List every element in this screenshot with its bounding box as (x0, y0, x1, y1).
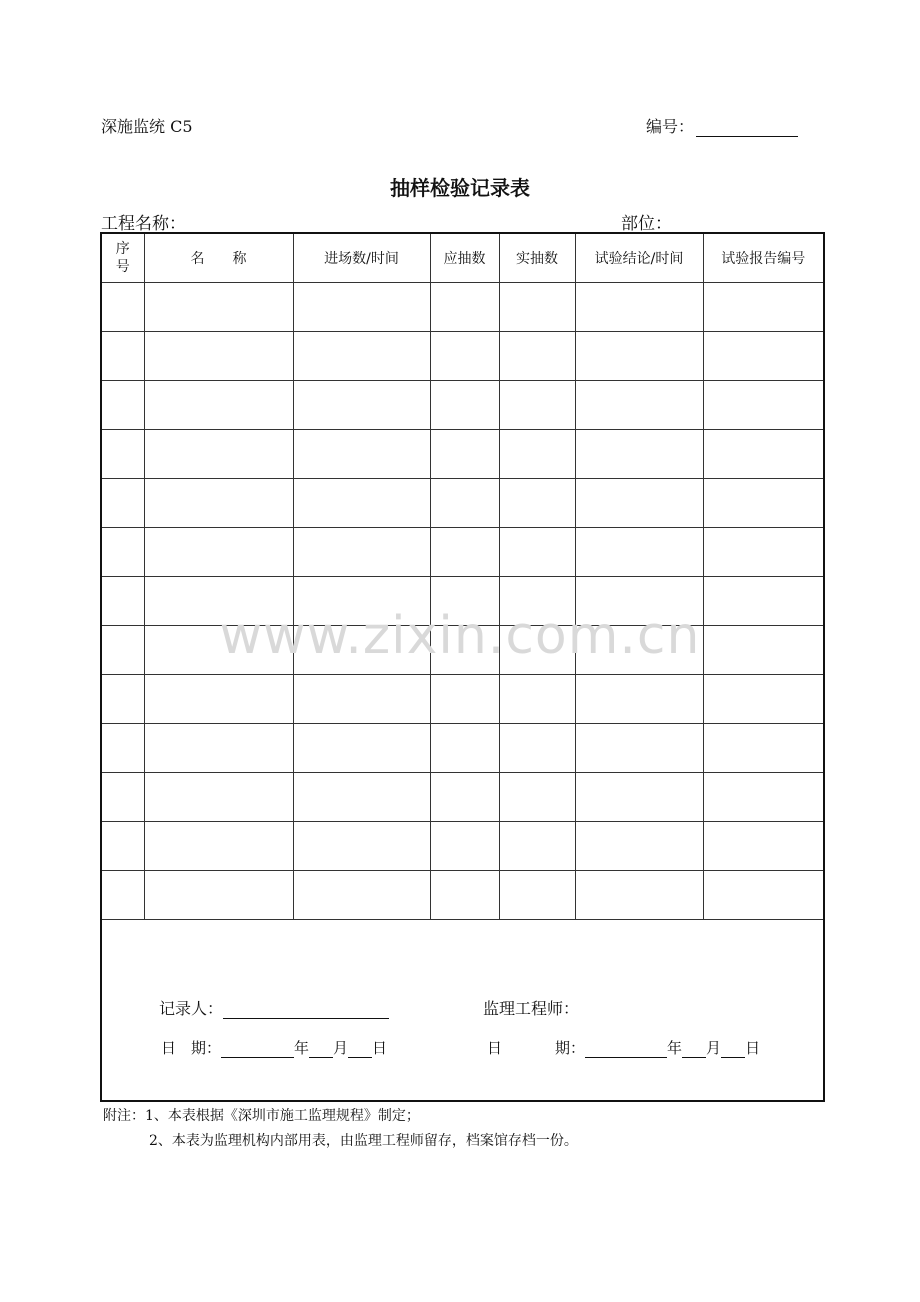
table-cell[interactable] (575, 332, 703, 381)
form-code: 深施监统 C5 (101, 117, 193, 136)
table-cell[interactable] (703, 822, 823, 871)
table-cell[interactable] (430, 871, 499, 920)
day-label: 日 (745, 1039, 761, 1057)
table-cell[interactable] (499, 381, 575, 430)
supervisor-day-field[interactable] (721, 1039, 745, 1058)
watermark: www.zixin.com.cn (219, 606, 701, 666)
table-cell[interactable] (703, 479, 823, 528)
table-cell[interactable] (293, 871, 430, 920)
column-header-report-number: 试验报告编号 (703, 234, 823, 283)
table-cell[interactable] (293, 332, 430, 381)
table-row (102, 381, 823, 430)
table-cell[interactable] (703, 871, 823, 920)
table-cell[interactable] (144, 528, 293, 577)
table-cell[interactable] (575, 381, 703, 430)
supervisor-signature (483, 996, 579, 1019)
year-label: 年 (667, 1039, 683, 1057)
supervisor-month-field[interactable] (682, 1039, 706, 1058)
recorder-month-field[interactable] (309, 1039, 333, 1058)
date-right-label-b: 期： (555, 1039, 586, 1057)
table-cell[interactable] (499, 528, 575, 577)
table-cell[interactable] (102, 822, 144, 871)
table-cell[interactable] (102, 871, 144, 920)
table-cell[interactable] (144, 479, 293, 528)
date-left-label: 日 期： (161, 1039, 222, 1057)
table-cell[interactable] (430, 381, 499, 430)
table-cell[interactable] (430, 430, 499, 479)
year-label: 年 (294, 1039, 310, 1057)
project-name-label: 工程名称： (101, 214, 186, 234)
form-number-field[interactable] (696, 118, 798, 137)
table-cell[interactable] (499, 283, 575, 332)
recorder-year-field[interactable] (221, 1039, 294, 1058)
table-cell[interactable] (102, 773, 144, 822)
table-cell[interactable] (102, 283, 144, 332)
table-cell[interactable] (703, 773, 823, 822)
table-row (102, 283, 823, 332)
table-cell[interactable] (102, 528, 144, 577)
table-row (102, 724, 823, 773)
table-cell[interactable] (430, 479, 499, 528)
table-cell[interactable] (430, 822, 499, 871)
month-label: 月 (706, 1039, 722, 1057)
seq-char-1: 序 (115, 241, 130, 257)
table-header-row (102, 234, 823, 283)
column-header-actual-samples: 实抽数 (499, 234, 575, 283)
table-cell[interactable] (144, 822, 293, 871)
location-label: 部位： (621, 214, 672, 234)
table-cell[interactable] (499, 675, 575, 724)
seq-char-2: 号 (115, 259, 130, 275)
table-cell[interactable] (430, 675, 499, 724)
day-label: 日 (372, 1039, 388, 1057)
table-cell[interactable] (575, 773, 703, 822)
table-row (102, 871, 823, 920)
table-cell[interactable] (575, 724, 703, 773)
table-row (102, 822, 823, 871)
table-cell[interactable] (144, 724, 293, 773)
form-number-label: 编号： (646, 117, 695, 136)
supervisor-label: 监理工程师： (483, 999, 580, 1018)
table-cell[interactable] (293, 724, 430, 773)
table-cell[interactable] (575, 479, 703, 528)
table-cell[interactable] (144, 283, 293, 332)
table-cell[interactable] (144, 430, 293, 479)
table-cell[interactable] (102, 724, 144, 773)
table-cell[interactable] (144, 871, 293, 920)
table-cell[interactable] (293, 773, 430, 822)
column-header-name: 名 称 (144, 234, 293, 283)
table-cell[interactable] (293, 479, 430, 528)
table-row (102, 528, 823, 577)
column-header-test-result: 试验结论/时间 (575, 234, 703, 283)
table-row (102, 773, 823, 822)
table-cell[interactable] (144, 773, 293, 822)
table-cell[interactable] (144, 381, 293, 430)
note-line-1: 附注：1、本表根据《深圳市施工监理规程》制定； (103, 1108, 420, 1124)
table-cell[interactable] (102, 430, 144, 479)
supervisor-date (487, 1037, 760, 1058)
table-cell[interactable] (430, 332, 499, 381)
table-cell[interactable] (144, 332, 293, 381)
table-cell[interactable] (703, 332, 823, 381)
month-label: 月 (333, 1039, 349, 1057)
column-header-arrival: 进场数/时间 (293, 234, 430, 283)
table-cell[interactable] (499, 724, 575, 773)
table-cell[interactable] (293, 822, 430, 871)
table-cell[interactable] (575, 822, 703, 871)
table-cell[interactable] (430, 773, 499, 822)
supervisor-year-field[interactable] (585, 1039, 667, 1058)
table-cell[interactable] (102, 332, 144, 381)
record-form (100, 232, 825, 1102)
table-cell[interactable] (293, 528, 430, 577)
table-cell[interactable] (575, 675, 703, 724)
table-cell[interactable] (499, 332, 575, 381)
note-line-2: 2、本表为监理机构内部用表，由监理工程师留存，档案馆存档一份。 (149, 1133, 578, 1149)
table-cell[interactable] (499, 871, 575, 920)
table-cell[interactable] (499, 479, 575, 528)
table-row (102, 479, 823, 528)
table-cell[interactable] (293, 283, 430, 332)
table-cell[interactable] (144, 675, 293, 724)
table-cell[interactable] (102, 675, 144, 724)
table-cell[interactable] (703, 675, 823, 724)
recorder-signature (159, 996, 389, 1019)
table-cell[interactable] (575, 528, 703, 577)
table-cell[interactable] (575, 283, 703, 332)
table-cell[interactable] (575, 871, 703, 920)
recorder-day-field[interactable] (348, 1039, 372, 1058)
table-cell[interactable] (102, 381, 144, 430)
inspection-table (102, 234, 823, 920)
table-cell[interactable] (102, 479, 144, 528)
table-row (102, 675, 823, 724)
table-cell[interactable] (575, 430, 703, 479)
table-cell[interactable] (703, 528, 823, 577)
column-header-seq (102, 234, 144, 283)
table-cell[interactable] (293, 675, 430, 724)
page-title: 抽样检验记录表 (390, 176, 530, 200)
recorder-field[interactable] (223, 1000, 389, 1019)
recorder-date (161, 1037, 387, 1058)
notes (103, 1104, 578, 1154)
table-cell[interactable] (499, 822, 575, 871)
date-right-label-a: 日 (487, 1039, 503, 1057)
table-cell[interactable] (293, 430, 430, 479)
table-cell[interactable] (703, 381, 823, 430)
recorder-label: 记录人： (159, 999, 224, 1018)
table-cell[interactable] (430, 528, 499, 577)
table-cell[interactable] (499, 773, 575, 822)
table-row (102, 430, 823, 479)
column-header-required-samples: 应抽数 (430, 234, 499, 283)
table-cell[interactable] (703, 283, 823, 332)
table-row (102, 332, 823, 381)
table-cell[interactable] (430, 283, 499, 332)
table-cell[interactable] (703, 430, 823, 479)
table-cell[interactable] (430, 724, 499, 773)
table-cell[interactable] (703, 724, 823, 773)
form-number (646, 114, 798, 137)
table-cell[interactable] (293, 381, 430, 430)
table-cell[interactable] (499, 430, 575, 479)
